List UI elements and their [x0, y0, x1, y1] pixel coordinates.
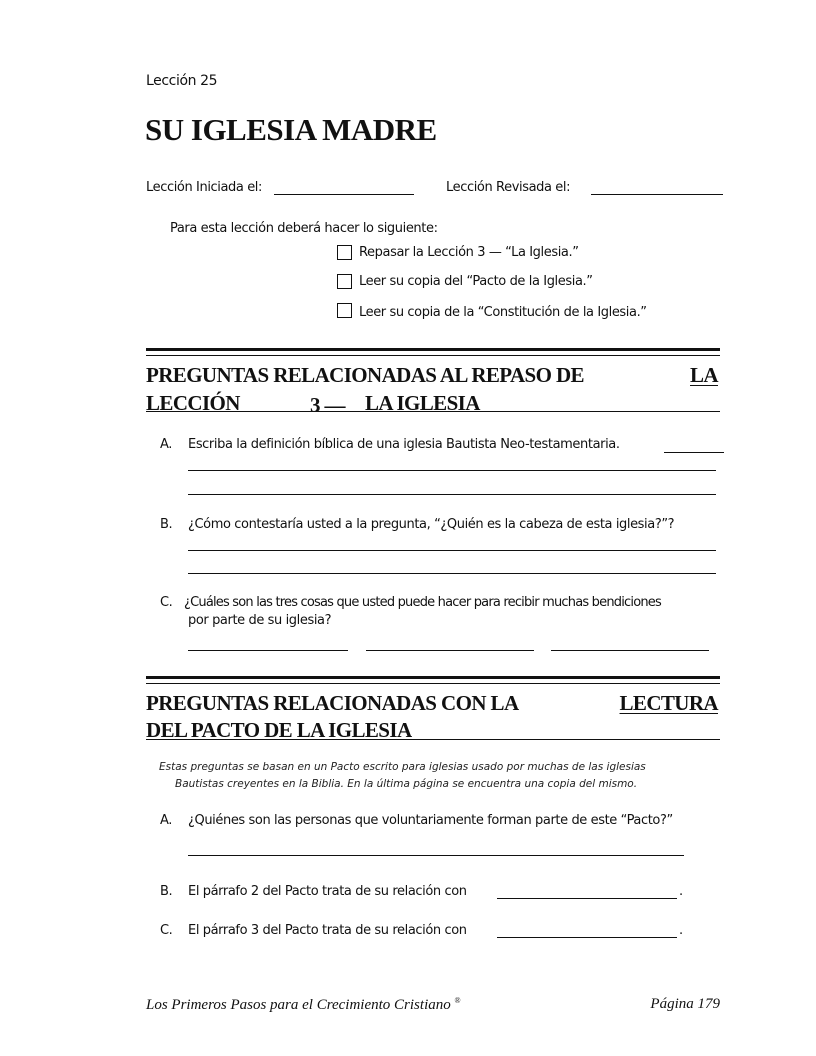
s1-answer-c-blank-2[interactable] — [366, 650, 534, 651]
s1-answer-b-line-2[interactable] — [188, 573, 716, 574]
section-2-heading — [146, 690, 720, 716]
s1-answer-a-line-1[interactable] — [188, 470, 716, 471]
footer-book-title: Los Primeros Pasos para el Crecimiento Cristiano ® — [146, 996, 461, 1013]
task-1-label: Repasar la Lección 3 — “La Iglesia.” — [359, 245, 579, 260]
task-2-label: Leer su copia del “Pacto de la Iglesia.” — [359, 274, 593, 289]
section-1-heading-line2: LECCIÓN — [146, 391, 240, 415]
s1-question-b-letter: B. — [160, 517, 173, 532]
s2-answer-a-line[interactable] — [188, 855, 684, 856]
task-3-checkbox[interactable] — [337, 303, 352, 318]
section-2-note-line1: Estas preguntas se basan en un Pacto escrito para iglesias usado por muchas de las iglesias — [159, 761, 646, 773]
s1-question-b-text: ¿Cómo contestaría usted a la pregunta, “¿Quién es la cabeza de esta iglesia?”? — [188, 517, 675, 532]
section-2-rule-thick — [146, 676, 720, 679]
s2-answer-b-blank[interactable] — [497, 898, 677, 899]
section-1-heading-line1-end: LA — [690, 363, 718, 387]
task-3-label: Leer su copia de la “Constitución de la Iglesia.” — [359, 305, 647, 320]
s1-question-c-text-2: por parte de su iglesia? — [188, 613, 332, 628]
s1-answer-a-line-0[interactable] — [664, 452, 724, 453]
date-started-label: Lección Iniciada el: — [146, 180, 262, 195]
s1-answer-c-blank-3[interactable] — [551, 650, 709, 651]
s2-question-b-text: El párrafo 2 del Pacto trata de su relación con — [188, 884, 467, 899]
date-reviewed-field[interactable] — [591, 194, 723, 195]
section-1-rule-thin — [146, 355, 720, 356]
section-2-heading-line1-end: LECTURA — [619, 691, 718, 715]
section-2-rule-thin — [146, 683, 720, 684]
s1-question-a-letter: A. — [160, 437, 172, 452]
lesson-number: Lección 25 — [146, 73, 218, 89]
section-1-rule-thick — [146, 348, 720, 351]
s1-question-c-letter: C. — [160, 595, 173, 610]
section-1-heading-lesson-number: 3 — — [310, 393, 345, 417]
s1-question-a-text: Escriba la definición bíblica de una iglesia Bautista Neo-testamentaria. — [188, 437, 620, 452]
section-1-heading-topic: LA IGLESIA — [365, 391, 480, 415]
section-1-heading-line1: PREGUNTAS RELACIONADAS AL REPASO DE — [146, 363, 584, 387]
s2-question-a-text: ¿Quiénes son las personas que voluntariamente forman parte de este “Pacto?” — [188, 813, 673, 828]
section-2-heading-underline — [146, 739, 720, 740]
section-1-heading — [146, 362, 720, 388]
footer-page-number: Página 179 — [650, 996, 720, 1012]
s2-question-b-period: . — [679, 884, 683, 899]
section-2-note-line2: Bautistas creyentes en la Biblia. En la última página se encuentra una copia del mismo. — [175, 778, 638, 790]
s2-question-b-letter: B. — [160, 884, 173, 899]
s2-answer-c-blank[interactable] — [497, 937, 677, 938]
task-2-checkbox[interactable] — [337, 274, 352, 289]
s1-answer-a-line-2[interactable] — [188, 494, 716, 495]
registered-mark: ® — [454, 996, 461, 1005]
s2-question-c-letter: C. — [160, 923, 173, 938]
s2-question-c-period: . — [679, 923, 683, 938]
instructions-intro: Para esta lección deberá hacer lo siguiente: — [170, 221, 438, 236]
s1-answer-b-line-1[interactable] — [188, 550, 716, 551]
section-1-heading-underline — [146, 411, 720, 412]
s1-answer-c-blank-1[interactable] — [188, 650, 348, 651]
task-1-checkbox[interactable] — [337, 245, 352, 260]
date-started-field[interactable] — [274, 194, 414, 195]
page-title: SU IGLESIA MADRE — [145, 112, 437, 147]
s2-question-c-text: El párrafo 3 del Pacto trata de su relación con — [188, 923, 467, 938]
date-reviewed-label: Lección Revisada el: — [446, 180, 571, 195]
section-2-heading-line2: DEL PACTO DE LA IGLESIA — [146, 718, 412, 742]
s1-question-c-text: ¿Cuáles son las tres cosas que usted puede hacer para recibir muchas bendiciones — [184, 595, 661, 610]
s2-question-a-letter: A. — [160, 813, 172, 828]
section-2-heading-line1: PREGUNTAS RELACIONADAS CON LA — [146, 691, 519, 715]
